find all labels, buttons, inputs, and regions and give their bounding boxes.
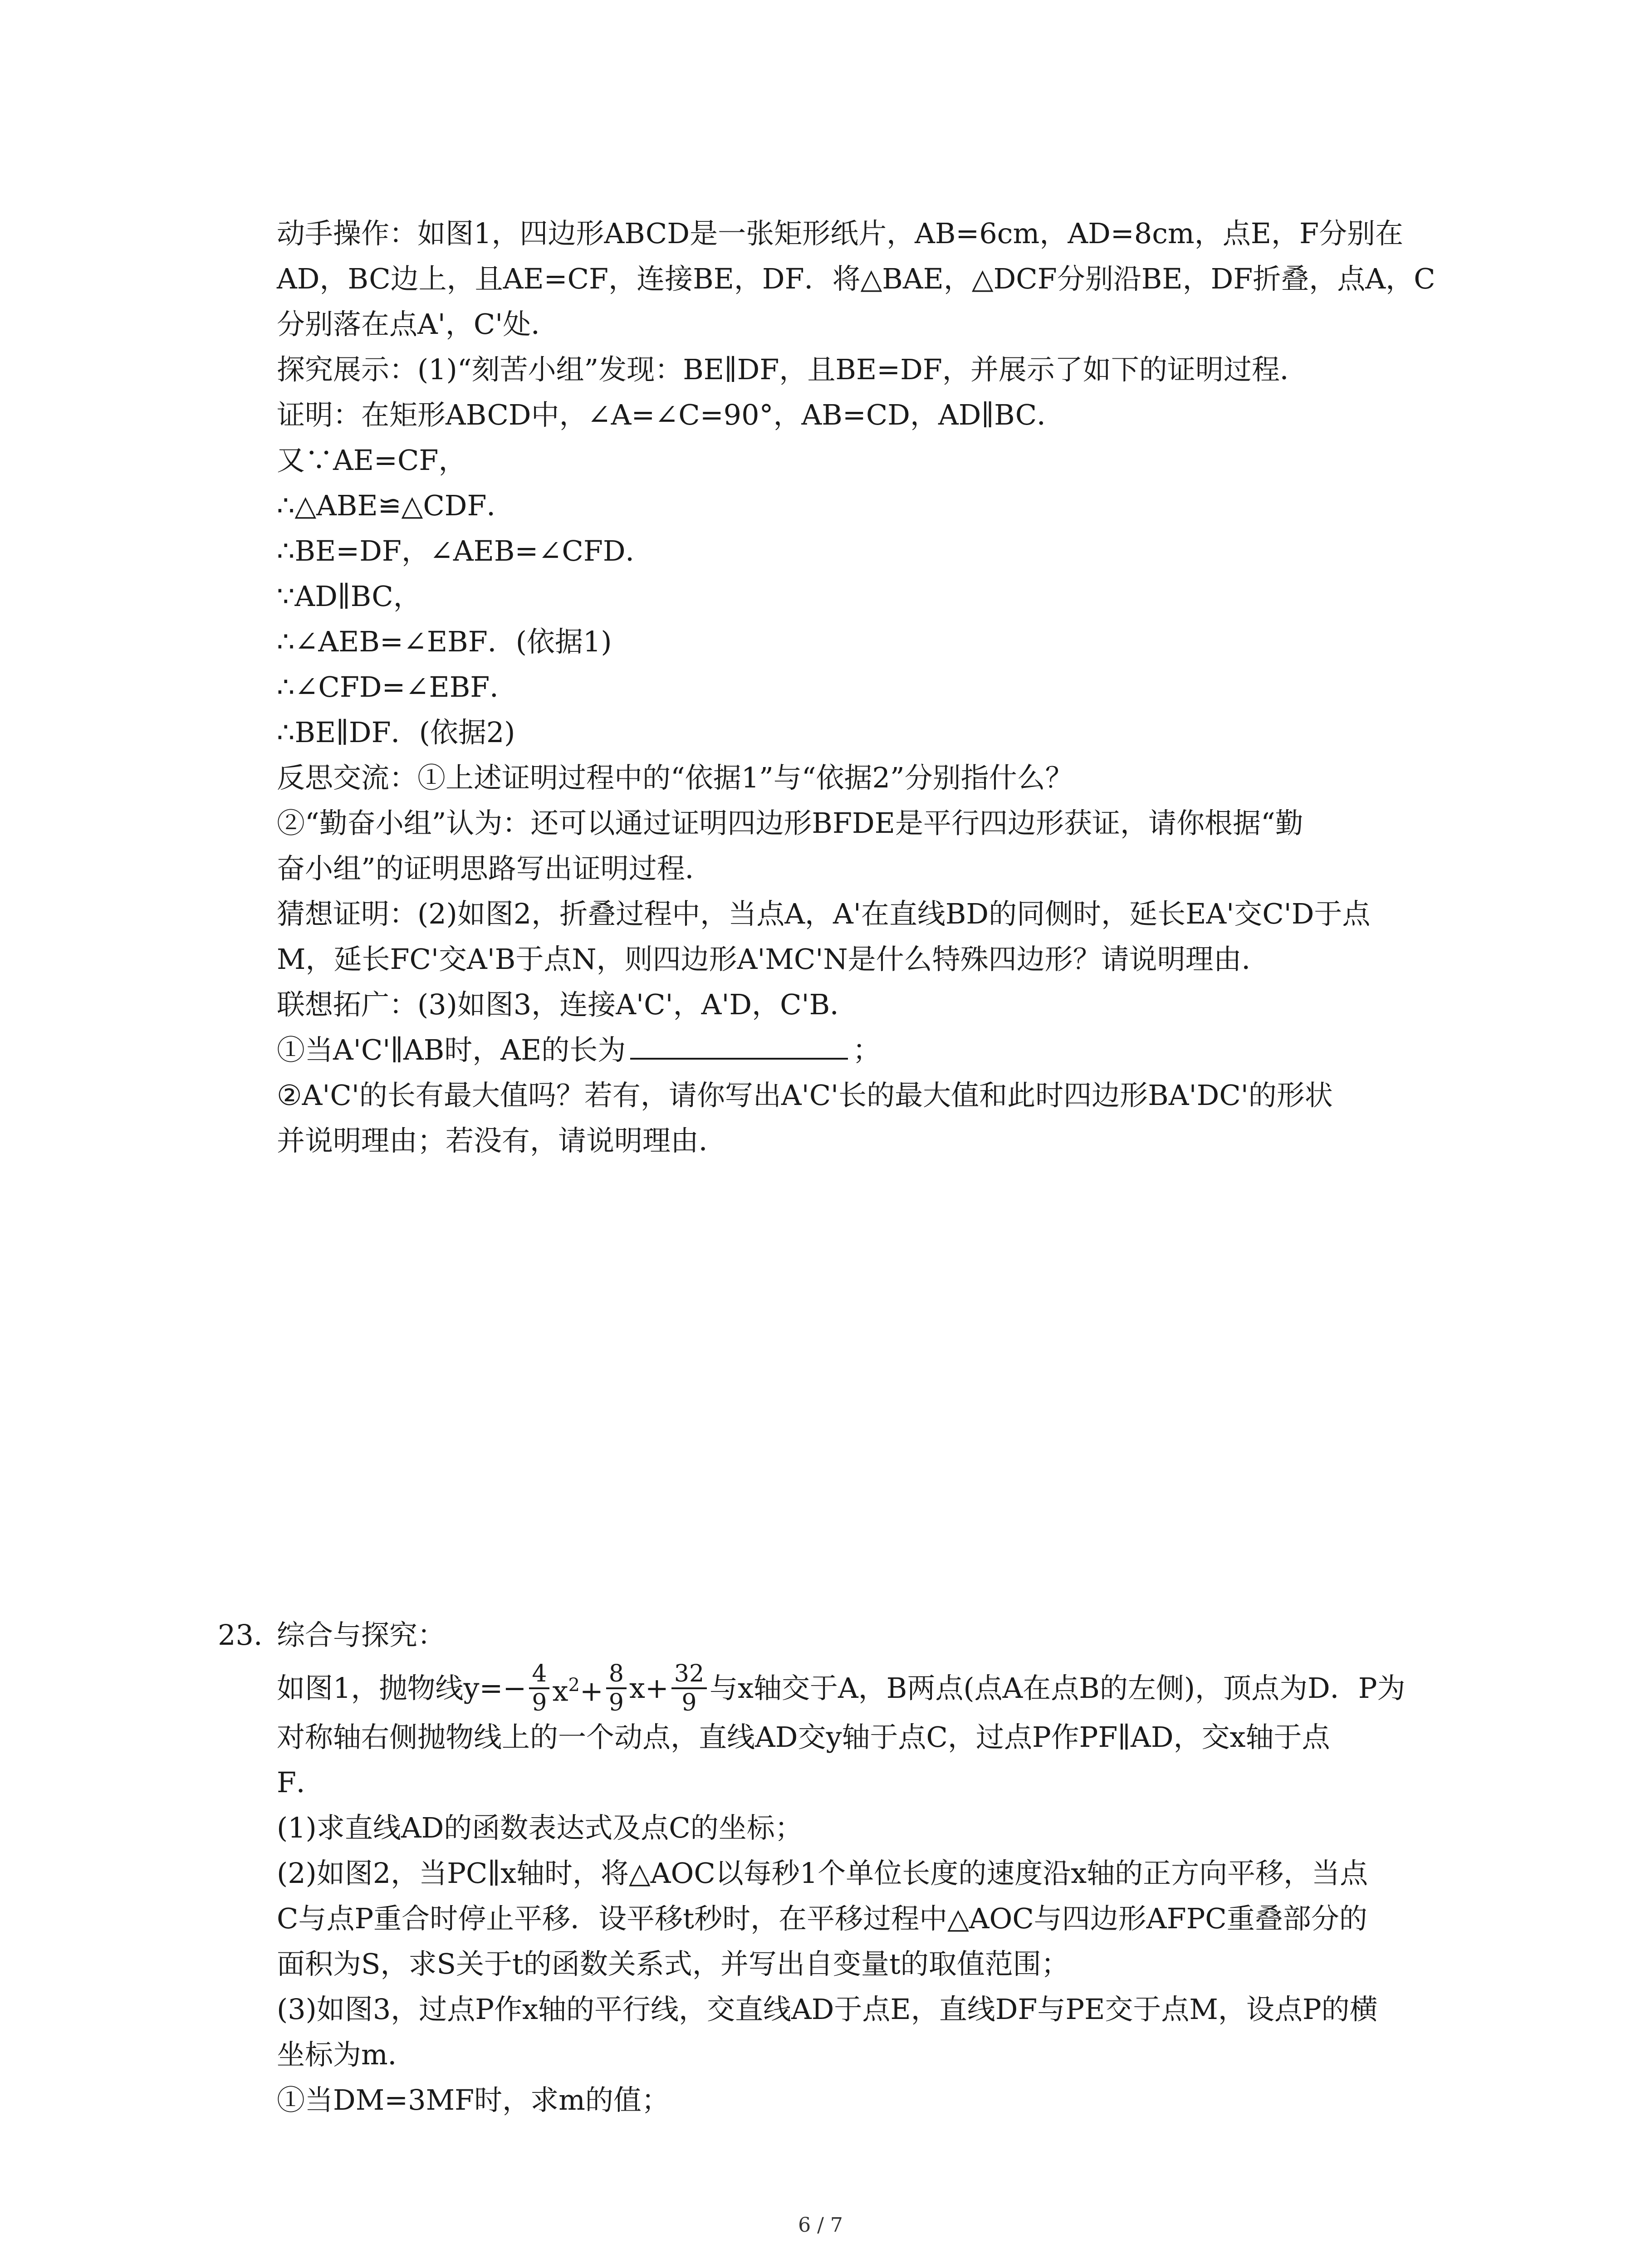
text-line: 探究展示：(1)“刻苦小组”发现：BE∥DF，且BE=DF，并展示了如下的证明过程． <box>277 353 1308 386</box>
text-line: ∴△ABE≌△CDF． <box>277 489 515 522</box>
text-line: ∴∠CFD=∠EBF． <box>277 670 518 704</box>
numerator: 32 <box>671 1660 707 1689</box>
operator: + <box>579 1674 603 1708</box>
text-line: 又∵AE=CF， <box>277 444 467 477</box>
eq-prefix: 如图1，抛物线y=− <box>277 1671 527 1705</box>
text-line: ∴BE=DF，∠AEB=∠CFD． <box>277 534 654 567</box>
exponent: 2 <box>568 1675 580 1696</box>
text-line: AD，BC边上，且AE=CF，连接BE，DF．将△BAE，△DCF分别沿BE，DF折叠，点A，C <box>277 262 1435 295</box>
numerator: 8 <box>606 1660 627 1689</box>
numerator: 4 <box>529 1660 549 1689</box>
text-line: ∵AD∥BC， <box>277 580 421 613</box>
text-line: 反思交流：①上述证明过程中的“依据1”与“依据2”分别指什么？ <box>277 761 1073 794</box>
text-line: F． <box>277 1766 325 1799</box>
text-line: 分别落在点A'，C'处． <box>277 308 559 341</box>
text-line: 动手操作：如图1，四边形ABCD是一张矩形纸片，AB=6cm，AD=8cm，点E，F分别在 <box>277 217 1403 250</box>
text-line: 面积为S，求S关于t的函数关系式，并写出自变量t的取值范围； <box>277 1947 1069 1980</box>
text-line: 证明：在矩形ABCD中，∠A=∠C=90°，AB=CD，AD∥BC． <box>277 398 1065 431</box>
text-line: 对称轴右侧抛物线上的一个动点，直线AD交y轴于点C，过点P作PF∥AD，交x轴于点 <box>277 1721 1330 1754</box>
fill-in-prompt: ①当A'C'∥AB时，AE的长为 <box>277 1033 626 1066</box>
text-line: ∴∠AEB=∠EBF．(依据1) <box>277 625 612 658</box>
text-line: 奋小组”的证明思路写出证明过程． <box>277 852 713 885</box>
text-line: ②“勤奋小组”认为：还可以通过证明四边形BFDE是平行四边形获证，请你根据“勤 <box>277 807 1303 840</box>
denominator: 9 <box>532 1689 547 1716</box>
equation-line <box>277 1656 1456 1721</box>
denominator: 9 <box>681 1689 697 1716</box>
text-line: ∴BE∥DF．(依据2) <box>277 716 515 749</box>
text-line: ②A'C'的长有最大值吗？若有，请你写出A'C'长的最大值和此时四边形BA'DC'的形状 <box>277 1079 1333 1112</box>
problem-number: 23. <box>218 1618 263 1652</box>
variable: x <box>552 1674 568 1708</box>
answer-blank[interactable] <box>630 1031 848 1060</box>
fraction <box>606 1660 627 1716</box>
fraction <box>671 1660 707 1716</box>
eq-term: x+ <box>629 1671 669 1705</box>
text-line: (2)如图2，当PC∥x轴时，将△AOC以每秒1个单位长度的速度沿x轴的正方向平移，当点 <box>277 1857 1368 1890</box>
eq-term <box>552 1656 603 1721</box>
text-line: ①当DM=3MF时，求m的值； <box>277 2083 670 2116</box>
text-line: (1)求直线AD的函数表达式及点C的坐标； <box>277 1811 803 1844</box>
fraction <box>529 1660 549 1716</box>
denominator: 9 <box>608 1689 624 1716</box>
text-line: (3)如图3，过点P作x轴的平行线，交直线AD于点E，直线DF与PE交于点M，设点P的横 <box>277 1993 1378 2026</box>
fill-in-line <box>277 1027 1456 1073</box>
eq-suffix: 与x轴交于A，B两点(点A在点B的左侧)，顶点为D．P为 <box>710 1671 1406 1705</box>
page-number: 6 / 7 <box>798 2214 843 2237</box>
text-line: 并说明理由；若没有，请说明理由． <box>277 1124 727 1157</box>
text-line: M，延长FC'交A'B于点N，则四边形A'MC'N是什么特殊四边形？请说明理由． <box>277 943 1270 976</box>
fill-in-suffix: ； <box>852 1033 881 1066</box>
text-line: C与点P重合时停止平移．设平移t秒时，在平移过程中△AOC与四边形AFPC重叠部分的 <box>277 1902 1367 1935</box>
text-line: 联想拓广：(3)如图3，连接A'C'，A'D，C'B． <box>277 988 858 1021</box>
problem-heading: 综合与探究： <box>277 1618 446 1652</box>
text-line: 坐标为m． <box>277 2038 416 2071</box>
text-line: 猜想证明：(2)如图2，折叠过程中，当点A，A'在直线BD的同侧时，延长EA'交C'D于点 <box>277 897 1371 930</box>
